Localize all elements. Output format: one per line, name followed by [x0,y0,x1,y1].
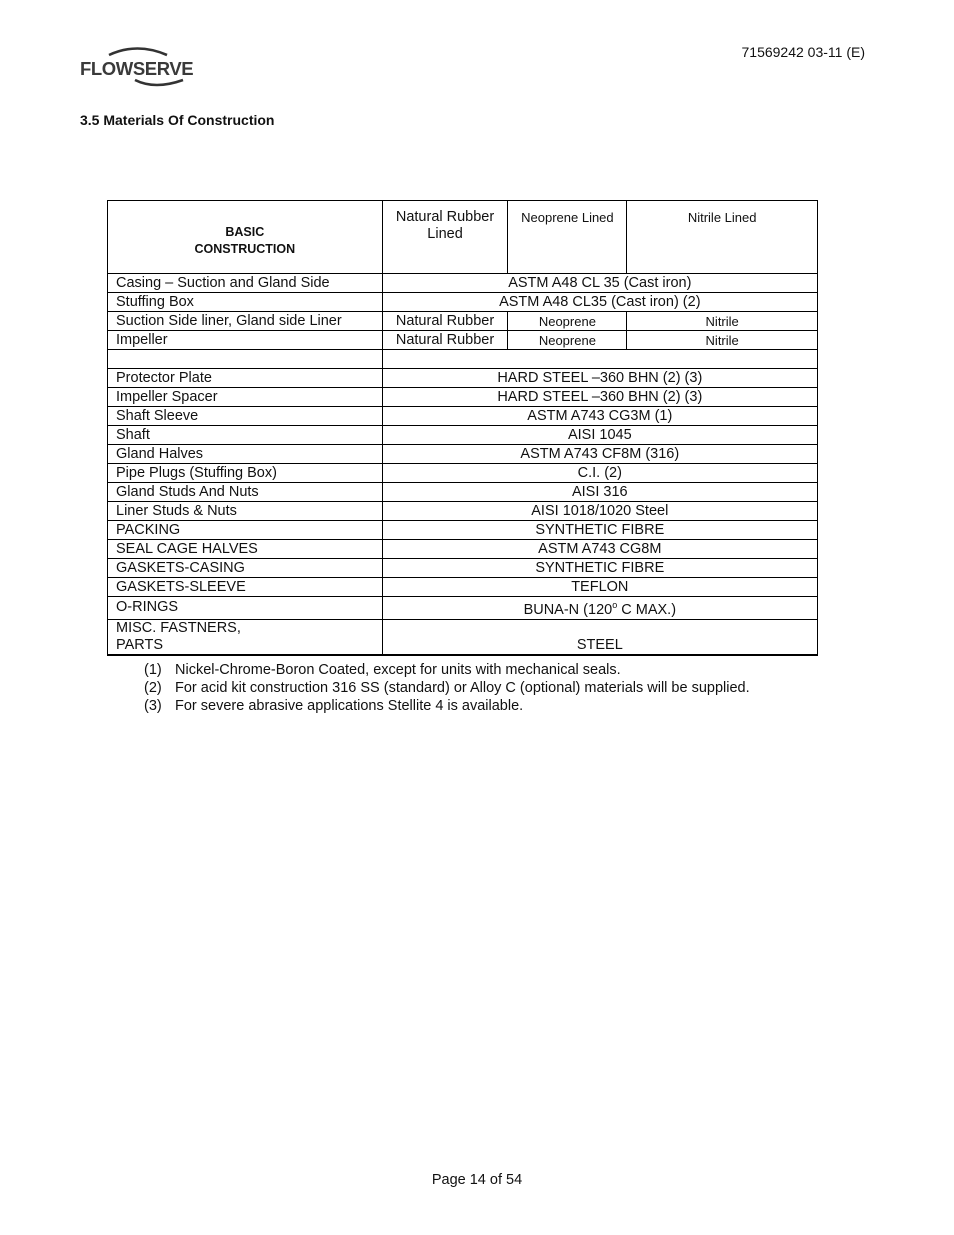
header-basic-construction: BASIC CONSTRUCTION [108,201,383,274]
neoprene-cell: Neoprene [508,312,627,331]
table-row [108,369,818,388]
blank-cell [382,350,817,369]
material-cell: SYNTHETIC FIBRE [382,559,817,578]
table-row [108,331,818,350]
table-row [108,619,818,655]
material-cell: STEEL [382,619,817,655]
material-cell: BUNA-N (120$^o$ C MAX.) [382,597,817,620]
material-cell: HARD STEEL –360 BHN (2) (3) [382,388,817,407]
part-cell: GASKETS-CASING [108,559,383,578]
part-cell: GASKETS-SLEEVE [108,578,383,597]
footnote [144,661,750,679]
material-cell: ASTM A743 CG3M (1) [382,407,817,426]
section-title: 3.5 Materials Of Construction [80,112,275,128]
blank-row [108,350,818,369]
material-cell: ASTM A48 CL 35 (Cast iron) [382,274,817,293]
table-row [108,578,818,597]
svg-text:FLOWSERVE: FLOWSERVE [80,58,194,79]
material-cell: ASTM A743 CG8M [382,540,817,559]
part-cell: Gland Studs And Nuts [108,483,383,502]
part-cell: Suction Side liner, Gland side Liner [108,312,383,331]
header-neoprene-lined: Neoprene Lined [508,201,627,274]
table-row [108,483,818,502]
table-row [108,407,818,426]
part-cell: SEAL CAGE HALVES [108,540,383,559]
table-header-row [108,201,818,274]
table-row [108,293,818,312]
header-nitrile-lined: Nitrile Lined [627,201,818,274]
part-cell: Impeller [108,331,383,350]
material-cell: SYNTHETIC FIBRE [382,521,817,540]
blank-cell [108,350,383,369]
table-row [108,540,818,559]
part-cell: Gland Halves [108,445,383,464]
neoprene-cell: Neoprene [508,331,627,350]
table-row [108,559,818,578]
part-cell: Protector Plate [108,369,383,388]
footnotes [144,661,750,715]
table-row [108,445,818,464]
material-cell: HARD STEEL –360 BHN (2) (3) [382,369,817,388]
materials-table [107,200,818,656]
part-cell: O-RINGS [108,597,383,620]
footnote [144,679,750,697]
material-cell: AISI 1018/1020 Steel [382,502,817,521]
footnote-number: (2) [144,680,162,696]
material-cell: ASTM A48 CL35 (Cast iron) (2) [382,293,817,312]
part-cell: PACKING [108,521,383,540]
table-row [108,597,818,620]
natural-rubber-cell: Natural Rubber [382,331,508,350]
part-cell: Stuffing Box [108,293,383,312]
footnote-text: For acid kit construction 316 SS (standard) or Alloy C (optional) materials will be supplied. [175,680,750,696]
nitrile-cell: Nitrile [627,312,818,331]
natural-rubber-cell: Natural Rubber [382,312,508,331]
part-cell: MISC. FASTNERS, PARTS [108,619,383,655]
document-number: 71569242 03-11 (E) [741,44,865,60]
footnote-number: (1) [144,662,162,678]
part-cell: Shaft [108,426,383,445]
table-row [108,464,818,483]
table-row [108,274,818,293]
footnote-text: Nickel-Chrome-Boron Coated, except for units with mechanical seals. [175,662,621,678]
part-cell: Pipe Plugs (Stuffing Box) [108,464,383,483]
part-cell: Casing – Suction and Gland Side [108,274,383,293]
material-cell: ASTM A743 CF8M (316) [382,445,817,464]
table-row [108,388,818,407]
table-row [108,521,818,540]
material-cell: TEFLON [382,578,817,597]
material-cell: AISI 316 [382,483,817,502]
footnote-text: For severe abrasive applications Stellite 4 is available. [175,698,524,714]
nitrile-cell: Nitrile [627,331,818,350]
part-cell: Liner Studs & Nuts [108,502,383,521]
footnote-number: (3) [144,698,162,714]
table-row [108,502,818,521]
material-cell: C.I. (2) [382,464,817,483]
part-cell: Shaft Sleeve [108,407,383,426]
page-number: Page 14 of 54 [431,1172,523,1188]
footnote [144,697,750,715]
material-cell: AISI 1045 [382,426,817,445]
table-row [108,426,818,445]
flowserve-logo [79,46,197,88]
table-row [108,312,818,331]
part-cell: Impeller Spacer [108,388,383,407]
header-natural-rubber-lined: Natural Rubber Lined [382,201,508,274]
